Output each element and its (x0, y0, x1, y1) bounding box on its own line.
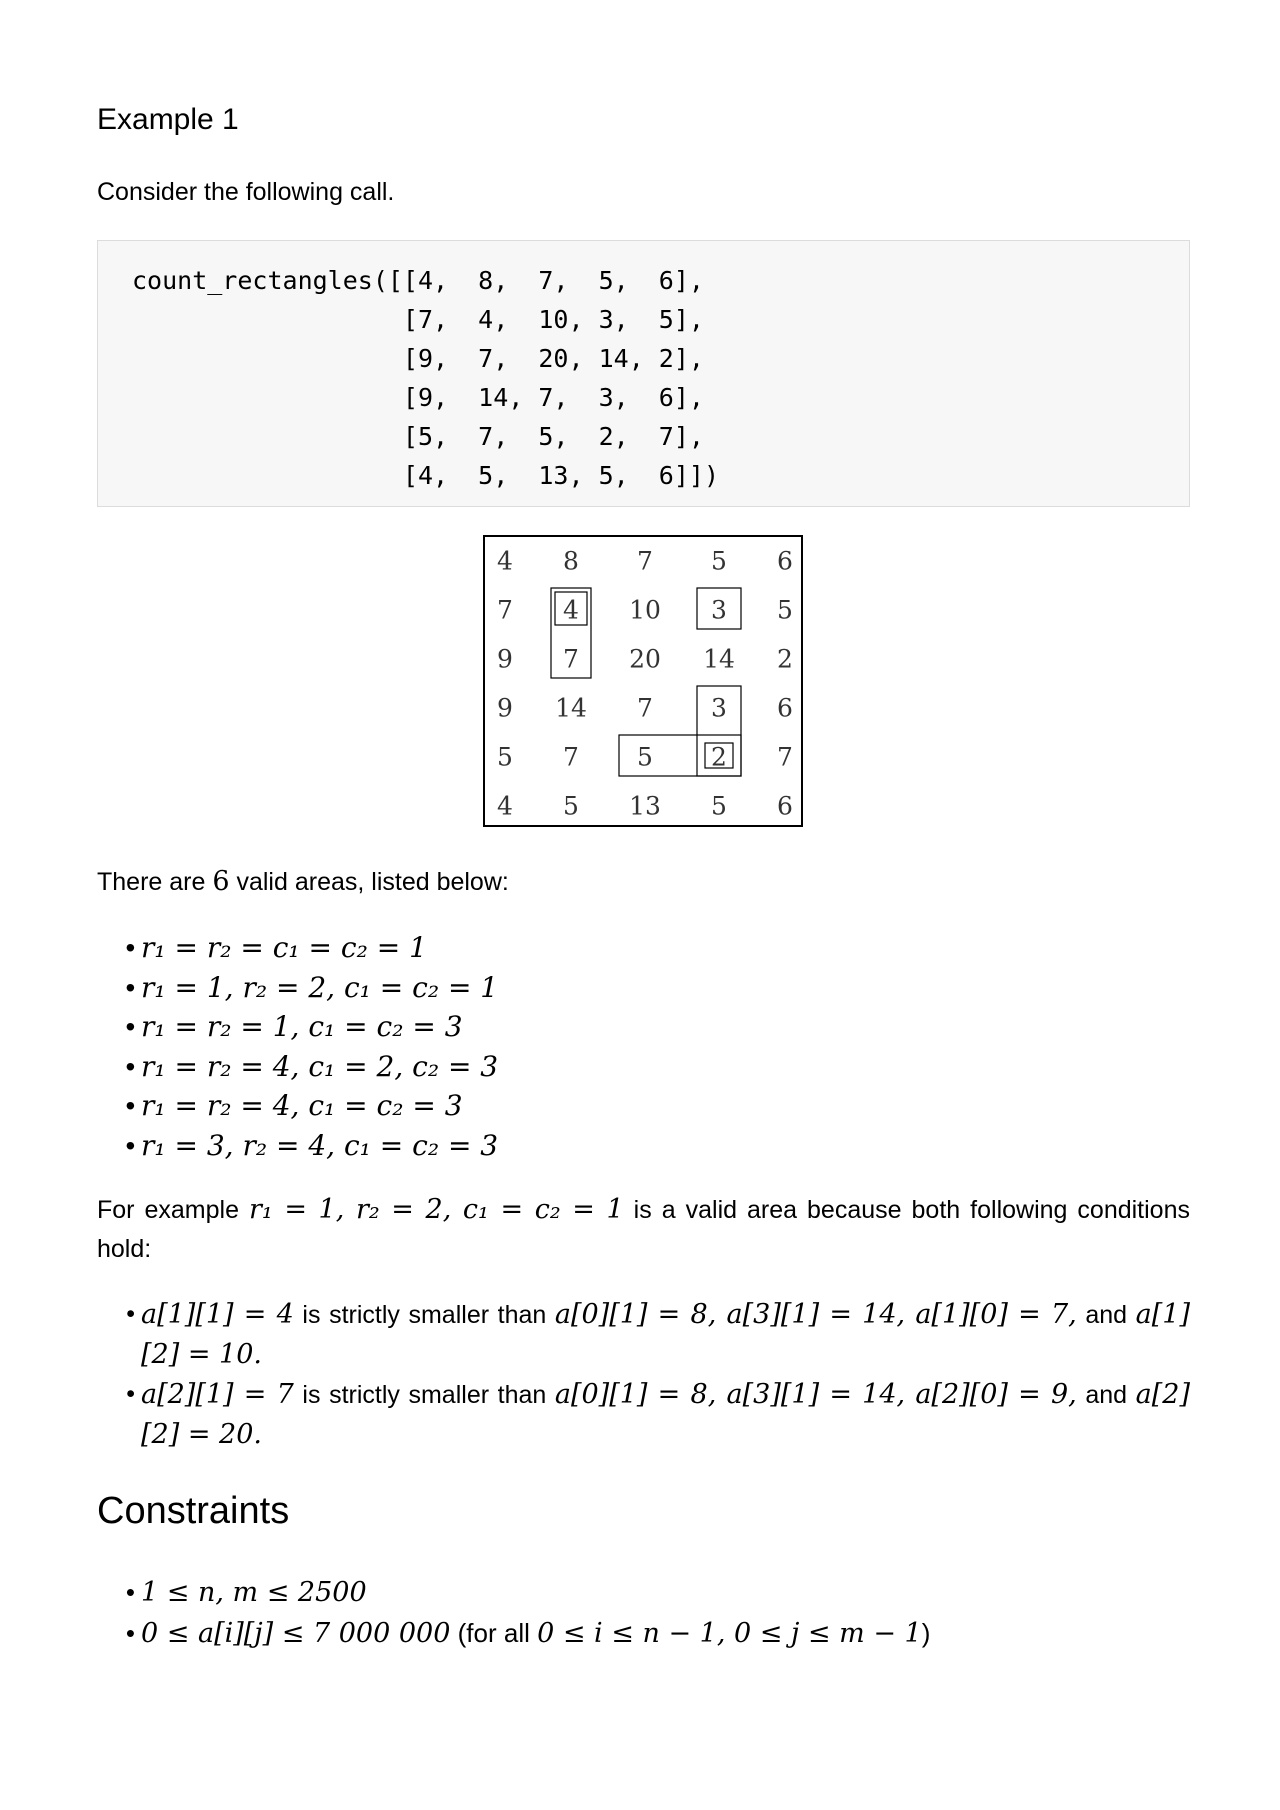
grid-cell: 7 (563, 644, 579, 674)
list-item (97, 1613, 930, 1654)
conditions-list (97, 1295, 1190, 1455)
code-text: count_rectangles([[4, 8, 7, 5, 6], [7, 4, 10, 3, 5], [9, 7, 20, 14, 2], [9, 14, 7, 3, 6], [5, 7, 5, 2, 7], [4, 5, 13, 5, 6]]) (132, 266, 719, 490)
constraint-math: 0 ≤ a[i][j] ≤ 7 000 000 (141, 1618, 451, 1649)
grid-cell: 3 (711, 693, 727, 723)
grid-cell: 14 (555, 693, 587, 723)
grid-border (484, 536, 802, 826)
condition-math: a[2][2] = 20. (141, 1379, 1190, 1450)
grid-cell: 7 (637, 546, 653, 576)
grid-cell: 10 (629, 595, 661, 625)
valid-count: 6 (212, 866, 230, 897)
constraint-math: 0 ≤ i ≤ n − 1, 0 ≤ j ≤ m − 1 (537, 1618, 922, 1649)
constraints-heading: Constraints (97, 1490, 290, 1532)
grid-cell: 9 (497, 693, 513, 723)
condition-text: is strictly smaller than (293, 1301, 555, 1329)
list-item (97, 1375, 1190, 1455)
valid-areas-list (97, 928, 498, 1165)
list-item: • r₁ = 3, r₂ = 4, c₁ = c₂ = 3 (97, 1126, 498, 1166)
code-block (97, 240, 1190, 507)
list-item (97, 1572, 930, 1613)
list-item: • r₁ = r₂ = 1, c₁ = c₂ = 3 (97, 1007, 498, 1047)
example-heading: Example 1 (97, 103, 239, 136)
grid-cell: 8 (563, 546, 579, 576)
grid-cell: 5 (497, 742, 513, 772)
grid-cell: 5 (711, 546, 727, 576)
grid-cell: 2 (711, 742, 727, 772)
condition-math: a[0][1] = 8, a[3][1] = 14, a[1][0] = 7, (554, 1299, 1077, 1330)
example-para-math: r₁ = 1, r₂ = 2, c₁ = c₂ = 1 (248, 1194, 624, 1225)
list-item: • r₁ = 1, r₂ = 2, c₁ = c₂ = 1 (97, 968, 498, 1008)
grid-cell: 9 (497, 644, 513, 674)
grid-cell: 5 (563, 791, 579, 821)
grid-cell: 3 (711, 595, 727, 625)
grid-cell: 5 (777, 595, 793, 625)
grid-cell: 20 (629, 644, 661, 674)
constraint-text: (for all (450, 1618, 538, 1648)
constraint-math: 1 ≤ n, m ≤ 2500 (141, 1577, 367, 1608)
grid-figure (483, 535, 803, 827)
list-item: • r₁ = r₂ = c₁ = c₂ = 1 (97, 928, 498, 968)
grid-cell: 2 (777, 644, 793, 674)
list-item: • r₁ = r₂ = 4, c₁ = c₂ = 3 (97, 1086, 498, 1126)
valid-intro-before: There are (97, 868, 213, 896)
grid-cell: 4 (563, 595, 579, 625)
grid-cell: 4 (497, 546, 513, 576)
grid-cell: 5 (711, 791, 727, 821)
grid-cell: 7 (497, 595, 513, 625)
condition-text: is strictly smaller than (293, 1381, 555, 1409)
example-para-before: For example (97, 1196, 249, 1224)
valid-intro-after: valid areas, listed below: (229, 868, 509, 896)
condition-math: a[2][1] = 7 (141, 1379, 294, 1410)
grid-cell: 7 (563, 742, 579, 772)
example-para-after: is a valid area because both following conditions hold: (97, 1196, 1190, 1263)
list-item (97, 1295, 1190, 1375)
grid-cell: 14 (703, 644, 735, 674)
grid-cell: 4 (497, 791, 513, 821)
condition-text: and (1076, 1301, 1136, 1329)
constraint-text: ) (921, 1618, 931, 1648)
grid-cell: 5 (637, 742, 653, 772)
list-item: • r₁ = r₂ = 4, c₁ = 2, c₂ = 3 (97, 1047, 498, 1087)
grid-cell: 6 (777, 693, 793, 723)
constraints-list (97, 1572, 930, 1654)
condition-math: a[1][2] = 10. (141, 1299, 1190, 1370)
grid-cell: 7 (777, 742, 793, 772)
example-paragraph (97, 1190, 1190, 1269)
grid-cell: 6 (777, 791, 793, 821)
grid-cell: 7 (637, 693, 653, 723)
condition-math: a[0][1] = 8, a[3][1] = 14, a[2][0] = 9, (554, 1379, 1077, 1410)
intro-text: Consider the following call. (97, 178, 395, 206)
grid-cell: 6 (777, 546, 793, 576)
valid-areas-intro (97, 866, 509, 897)
condition-text: and (1076, 1381, 1136, 1409)
condition-math: a[1][1] = 4 (141, 1299, 294, 1330)
grid-cell: 13 (629, 791, 661, 821)
